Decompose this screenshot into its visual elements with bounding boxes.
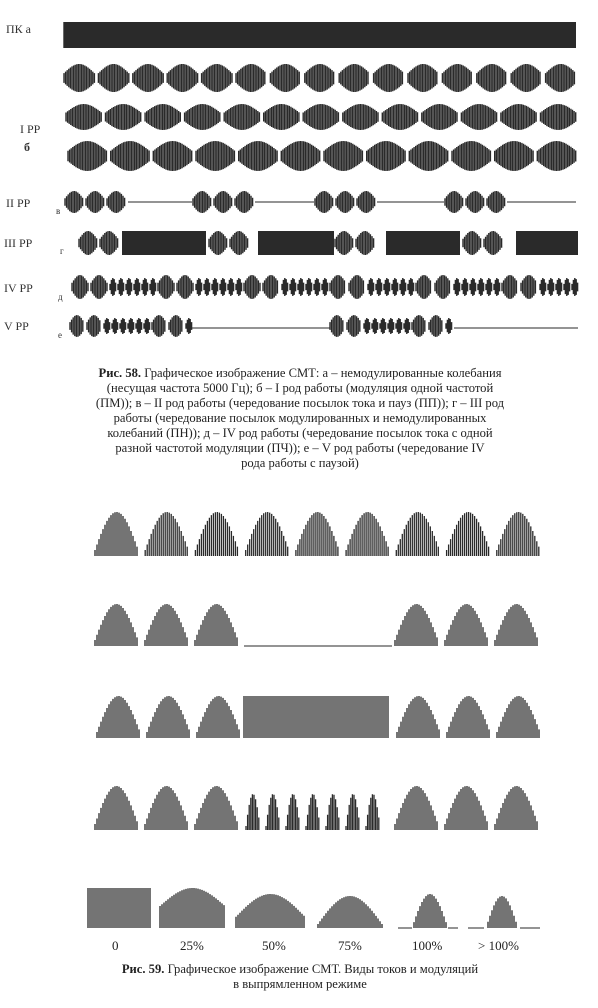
depth-50 [236, 894, 304, 928]
burst [110, 278, 116, 296]
burst [86, 191, 104, 213]
burst [120, 318, 126, 334]
depth-label-100: 100% [412, 938, 443, 953]
burst [195, 786, 237, 830]
burst [235, 191, 253, 213]
fig59-row-5-depth [88, 888, 540, 928]
burst [290, 278, 296, 296]
unmodulated-block [122, 231, 206, 255]
burst [100, 231, 118, 255]
burst [128, 318, 134, 334]
burst-fast [306, 794, 319, 830]
figure-59-waveforms [0, 500, 598, 960]
burst [463, 231, 481, 255]
burst [446, 318, 452, 334]
burst [540, 278, 546, 296]
burst [177, 275, 193, 299]
burst [462, 278, 468, 296]
burst [330, 315, 343, 337]
burst [95, 512, 137, 556]
burst [244, 275, 260, 299]
burst [447, 512, 489, 556]
burst [346, 512, 388, 556]
burst [364, 318, 370, 334]
burst [356, 231, 374, 255]
burst [104, 318, 110, 334]
burst [454, 278, 460, 296]
depth-over-100 [486, 896, 518, 928]
burst [495, 141, 533, 171]
burst [388, 318, 394, 334]
burst [145, 604, 187, 646]
burst [315, 191, 333, 213]
burst [395, 604, 437, 646]
burst [303, 104, 338, 130]
burst [204, 278, 210, 296]
burst [296, 512, 338, 556]
burst [521, 275, 535, 299]
burst [147, 696, 189, 738]
burst [339, 64, 368, 92]
burst [396, 512, 438, 556]
burst [195, 604, 237, 646]
burst [282, 278, 288, 296]
burst [79, 231, 97, 255]
burst [186, 318, 192, 334]
burst [145, 512, 187, 556]
burst [380, 318, 386, 334]
burst [497, 512, 539, 556]
burst [445, 604, 487, 646]
burst [396, 318, 402, 334]
burst [461, 104, 496, 130]
burst [572, 278, 578, 296]
unmodulated-block [258, 231, 334, 255]
burst [246, 512, 288, 556]
row-label-g-sub: г [60, 246, 64, 256]
burst [314, 278, 320, 296]
burst [384, 278, 390, 296]
burst [106, 104, 141, 130]
burst [150, 278, 156, 296]
burst [281, 141, 319, 171]
burst [347, 315, 360, 337]
burst [429, 315, 442, 337]
burst-fast [266, 794, 279, 830]
row-label-v-sub: в [56, 206, 61, 216]
burst [152, 315, 165, 337]
burst [494, 278, 500, 296]
burst [541, 104, 576, 130]
row-d-pch [72, 275, 578, 299]
burst [335, 231, 353, 255]
row-b-pm-1 [64, 64, 574, 92]
caption-59-line1: Графическое изображение СМТ. Виды токов и модуляций [164, 962, 479, 976]
burst [408, 64, 437, 92]
burst [486, 278, 492, 296]
burst [546, 64, 575, 92]
burst [236, 64, 265, 92]
depth-label-over-100: > 100% [478, 938, 519, 953]
burst [107, 191, 125, 213]
burst [263, 275, 277, 299]
burst [239, 141, 277, 171]
depth-75 [318, 896, 382, 928]
burst [422, 104, 457, 130]
burst [145, 786, 187, 830]
burst [144, 318, 150, 334]
burst [305, 64, 334, 92]
burst [564, 278, 570, 296]
burst [270, 64, 299, 92]
burst [126, 278, 132, 296]
burst [158, 275, 174, 299]
caption-58-line5: колебаний (ПН)); д – IV род работы (чередование посылок тока с одной [107, 426, 493, 440]
burst [412, 315, 425, 337]
burst [167, 64, 197, 92]
burst [95, 604, 137, 646]
burst [409, 141, 447, 171]
burst [236, 278, 242, 296]
burst [372, 318, 378, 334]
row-label-d: IV РР [4, 281, 33, 295]
burst [397, 696, 439, 738]
fig59-row-3-pn [97, 696, 539, 738]
burst [336, 191, 354, 213]
burst [212, 278, 218, 296]
caption-58-line3: (ПМ)); в – II род работы (чередование посылок тока и пауз (ПП)); г – III род [95, 396, 505, 410]
depth-25 [160, 888, 224, 928]
row-label-g: III РР [4, 236, 33, 250]
burst [452, 141, 490, 171]
burst [95, 786, 137, 830]
burst [153, 141, 191, 171]
burst [98, 64, 128, 92]
burst [65, 191, 83, 213]
unmodulated-block [244, 696, 388, 738]
figure-58-caption [20, 366, 580, 471]
fig59-row-4-pch [95, 786, 537, 830]
burst [196, 141, 234, 171]
burst [220, 278, 226, 296]
unmodulated-block [386, 231, 460, 255]
burst [445, 191, 463, 213]
burst [478, 278, 484, 296]
figure-58-waveforms [0, 0, 598, 360]
burst [374, 64, 403, 92]
burst [343, 104, 378, 130]
row-e-pch-pause [70, 315, 578, 337]
caption-58-line1: Графическое изображение СМТ: а – немодулированные колебания [141, 366, 502, 380]
row-label-e-sub: е [58, 330, 62, 340]
burst [484, 231, 502, 255]
burst [556, 278, 562, 296]
burst [298, 278, 304, 296]
burst [230, 231, 248, 255]
burst [118, 278, 124, 296]
burst [395, 786, 437, 830]
row-label-b: I РР [20, 122, 41, 136]
burst [392, 278, 398, 296]
burst [64, 64, 94, 92]
caption-58-line4: работы (чередование посылок модулированных и немодулированных [113, 411, 487, 425]
burst-fast [326, 794, 339, 830]
burst [322, 278, 328, 296]
burst-fast [346, 794, 359, 830]
burst [466, 191, 484, 213]
burst [264, 104, 299, 130]
burst [196, 278, 202, 296]
burst [367, 141, 405, 171]
burst [404, 318, 410, 334]
burst [400, 278, 406, 296]
burst [136, 318, 142, 334]
burst-fast [286, 794, 299, 830]
burst [112, 318, 118, 334]
burst [202, 64, 232, 92]
fig59-row-2-pp [95, 604, 537, 646]
burst [145, 104, 180, 130]
depth-label-25: 25% [180, 938, 204, 953]
burst [209, 231, 227, 255]
row-v-pp [65, 191, 576, 213]
depth-100 [412, 894, 448, 928]
unmodulated-block [516, 231, 578, 255]
burst [91, 275, 107, 299]
row-g-pn [79, 231, 578, 255]
burst [408, 278, 414, 296]
burst [501, 104, 536, 130]
burst [537, 141, 575, 171]
burst [477, 64, 506, 92]
burst [66, 104, 101, 130]
burst-fast [246, 794, 259, 830]
row-label-d-sub: д [58, 292, 63, 302]
fig59-row-1-pm [95, 512, 539, 556]
burst [382, 104, 417, 130]
burst [169, 315, 182, 337]
caption-58-line2: (несущая частота 5000 Гц); б – I род работы (модуляция одной частотой [106, 381, 494, 395]
depth-label-75: 75% [338, 938, 362, 953]
burst [445, 786, 487, 830]
burst [487, 191, 505, 213]
burst [214, 191, 232, 213]
caption-58-line7: рода работы с паузой) [241, 456, 359, 470]
caption-59-prefix: Рис. 59. [121, 962, 165, 976]
burst [228, 278, 234, 296]
row-label-e: V РР [4, 319, 29, 333]
burst [470, 278, 476, 296]
burst [511, 64, 540, 92]
depth-0 [88, 888, 150, 928]
burst [368, 278, 374, 296]
burst [376, 278, 382, 296]
burst [142, 278, 148, 296]
row-a-unmodulated [64, 22, 576, 48]
burst [495, 604, 537, 646]
burst [435, 275, 449, 299]
burst [349, 275, 363, 299]
burst [97, 696, 139, 738]
burst [306, 278, 312, 296]
row-label-v: II РР [6, 196, 31, 210]
burst [133, 64, 163, 92]
burst [193, 191, 211, 213]
burst [111, 141, 149, 171]
burst [185, 104, 220, 130]
caption-58-line6: разной частотой модуляции (ПЧ)); е – V род работы (чередование IV [115, 441, 485, 455]
caption-59-line2: в выпрямленном режиме [233, 977, 367, 991]
row-b-pm-3 [68, 141, 576, 171]
burst [72, 275, 88, 299]
burst [495, 786, 537, 830]
figure-59-caption [20, 962, 580, 992]
row-label-a: ПК а [6, 22, 31, 36]
burst [442, 64, 471, 92]
burst [324, 141, 362, 171]
burst [195, 512, 237, 556]
burst [330, 275, 344, 299]
burst [497, 696, 539, 738]
burst [502, 275, 516, 299]
burst-fast [366, 794, 379, 830]
burst [87, 315, 100, 337]
depth-label-50: 50% [262, 938, 286, 953]
burst [548, 278, 554, 296]
burst [70, 315, 83, 337]
row-b-pm-2 [66, 104, 576, 130]
caption-58-prefix: Рис. 58. [98, 366, 142, 380]
burst [224, 104, 259, 130]
depth-label-0: 0 [112, 938, 119, 953]
burst [68, 141, 106, 171]
burst [447, 696, 489, 738]
burst [416, 275, 430, 299]
burst [357, 191, 375, 213]
burst [134, 278, 140, 296]
row-label-b-sub: б [24, 140, 30, 154]
burst [197, 696, 239, 738]
